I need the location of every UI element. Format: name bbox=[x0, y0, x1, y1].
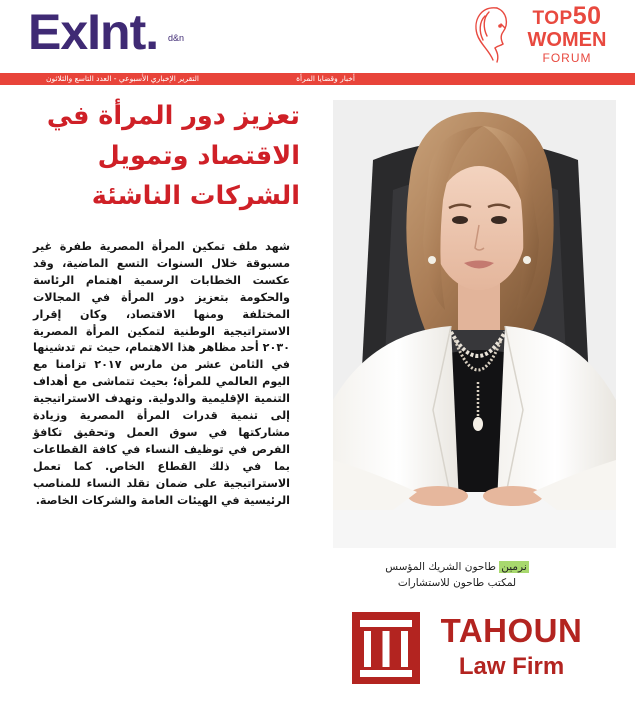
article-body: شهد ملف تمكين المرأة المصرية طفرة غير مسبوقة خلال السنوات التسع الماضية، وقد عكست الخطابات الرسمية اهتمام الرئاسة والحكومة بتعزيز دور المرأة في المجالات المختلفة ومنها الاقتصاد، وكان إقرار الاستراتيجية الوطنية لتمكين المرأة المصرية ٢٠٣٠ أحد مظاهر هذا الاهتمام، حيث تم تدشينها في الثامن عشر من مارس ٢٠١٧ تزامنا مع اليوم العالمي للمرأة؛ بحيث تتماشى مع أهداف التنمية الإقليمية والدولية. وتهدف الاستراتيجية إلى تنمية قدرات المرأة المصرية وزيادة مشاركتها في سوق العمل وتحقيق تكافؤ الفرص في توظيف النساء في كافة القطاعات بما في ذلك القطاع الخاص. كما تعمل الاستراتيجية على ضمان تقلد النساء للمناصب الرئيسية في الهيئات العامة والشركات الخاصة. bbox=[33, 240, 290, 507]
section-name: أخبار وقضايا المرأة bbox=[296, 74, 355, 83]
forum-top50: TOP50 bbox=[532, 2, 602, 30]
exint-logo-superscript: d&n bbox=[168, 33, 185, 43]
header-red-bar bbox=[0, 73, 635, 85]
article-headline: تعزيز دور المرأة في الاقتصاد وتمويل الشركات الناشئة bbox=[46, 101, 300, 211]
tahoun-name: TAHOUN bbox=[440, 612, 583, 649]
caption-name-highlight: نرمين bbox=[501, 561, 527, 573]
caption-line-1 bbox=[330, 559, 584, 575]
building-columns-icon bbox=[352, 612, 420, 684]
exint-logo-text: ExInt. bbox=[28, 4, 159, 60]
exint-logo bbox=[28, 2, 185, 62]
top50-women-forum-logo bbox=[467, 2, 617, 68]
issue-info: التقرير الإخباري الأسبوعي - العدد التاسع والثلاثون bbox=[46, 74, 200, 83]
forum-forum: FORUM bbox=[542, 51, 592, 65]
caption-line-2: لمكتب طاحون للاستشارات bbox=[397, 577, 517, 589]
forum-women: WOMEN bbox=[527, 29, 607, 51]
tahoun-subtitle: Law Firm bbox=[458, 653, 565, 680]
woman-profile-icon bbox=[467, 2, 519, 68]
caption-title: طاحون الشريك المؤسس bbox=[385, 561, 500, 573]
forum-logo-text bbox=[517, 4, 617, 64]
photo-caption bbox=[330, 559, 584, 591]
portrait-photo bbox=[333, 100, 616, 548]
